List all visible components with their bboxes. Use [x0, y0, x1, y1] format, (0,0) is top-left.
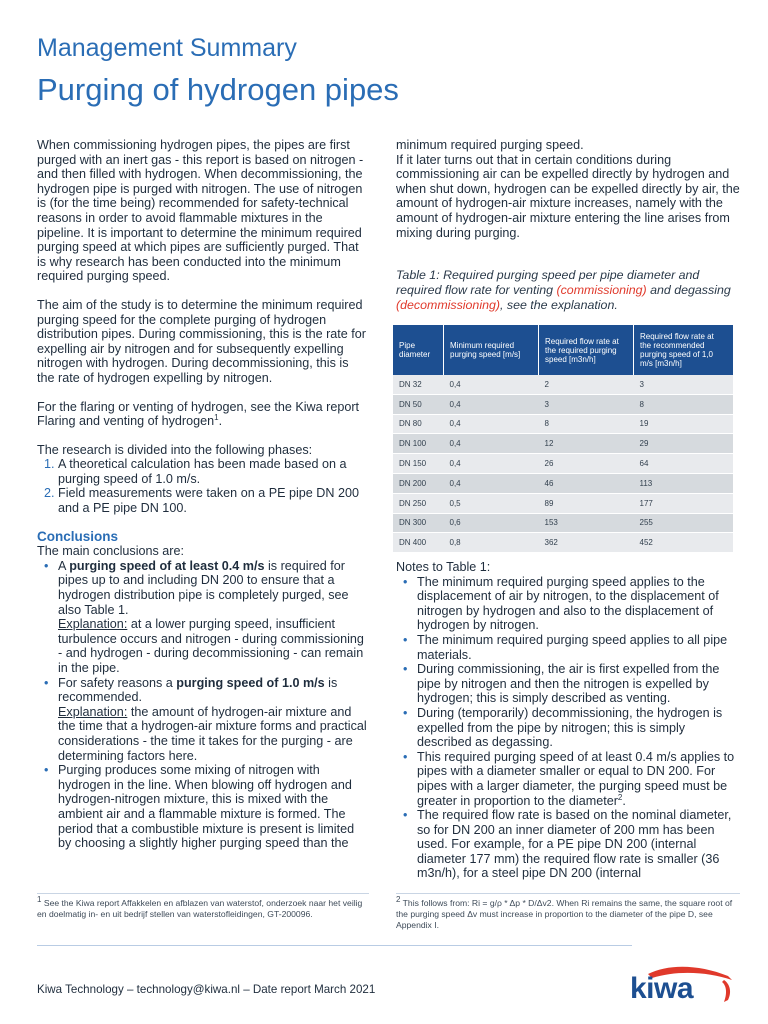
right-column [396, 138, 740, 240]
header-flow-required: Required flow rate at the required purging speed [m3n/h] [539, 325, 634, 375]
note-item [417, 750, 740, 808]
cell: 0,4 [444, 434, 539, 454]
footer-text: Kiwa Technology – technology@kiwa.nl – Date report March 2021 [37, 983, 376, 996]
phase-item: 2. Field measurements were taken on a PE pipe DN 200 and a PE pipe DN 100. [58, 486, 369, 515]
conclusions-list [37, 559, 369, 851]
caption-text-c: , see the explanation. [499, 298, 618, 312]
c1-explanation: at a lower purging speed, insufficient turbulence occurs and nitrogen - during commissioning - and hydrogen - during decommissioning - can remain in the pipe. [58, 617, 364, 675]
footnote-2-text: This follows from: Ri = g/ρ * Δp * D/Δv2. When Ri remains the same, the square root of the purging speed Δv must increase in proportion to the diameter of the pipe D, see Appendix I. [396, 898, 733, 930]
cell: 8 [634, 394, 734, 414]
conclusions-heading: Conclusions [37, 528, 119, 544]
cell: 0,4 [444, 454, 539, 474]
footnote-1 [37, 895, 369, 920]
note-item: • The minimum required purging speed applies to the displacement of air by nitrogen, to the displacement of nitrogen by hydrogen and also to the displacement of hydrogen by nitrogen. [417, 575, 740, 633]
document-title: Purging of hydrogen pipes [37, 72, 399, 107]
purging-speed-table [393, 325, 733, 553]
c1-explanation-label: Explanation: [58, 617, 128, 632]
header-pipe-diameter: Pipe diameter [393, 325, 444, 375]
cell: DN 100 [393, 434, 444, 454]
c2-explanation: the amount of hydrogen-air mixture and the time that a hydrogen-air mixture forms and practical considerations - the time it takes for the purging - are determining factors here. [58, 704, 367, 763]
cell: 177 [634, 493, 734, 513]
cell: DN 80 [393, 414, 444, 434]
cell: 0,6 [444, 513, 539, 533]
cell: 89 [539, 493, 634, 513]
cell: 0,4 [444, 394, 539, 414]
cell: DN 200 [393, 473, 444, 493]
cell: 46 [539, 473, 634, 493]
flaring-end: . [218, 414, 223, 429]
table-row [393, 473, 733, 493]
table-row [393, 434, 733, 454]
c2-bold: purging speed of 1.0 m/s [176, 675, 325, 690]
conclusion-item: • Purging produces some mixing of nitrogen with hydrogen in the line. When blowing off hydrogen and hydrogen-nitrogen mixture, this is mixed with the ambient air and a flammable mixture is formed. The period that a combustible mixture is present is limited by choosing a slightly higher purging speed than the [58, 763, 369, 851]
table-notes [396, 560, 740, 881]
caption-commissioning: (commissioning) [556, 283, 647, 297]
cell: DN 150 [393, 454, 444, 474]
footer-rule [37, 945, 632, 946]
cell: 0,4 [444, 375, 539, 394]
note-5-text: This required purging speed of at least 0.4 m/s applies to pipes with a diameter smaller or equal to DN 200. For pipes with a larger diameter, the purging speed must be greater in proportion to the diameter [417, 749, 735, 808]
footnote-2 [396, 895, 740, 931]
note-item: • The minimum required purging speed applies to all pipe materials. [417, 633, 740, 662]
table-row [393, 533, 733, 553]
cell: DN 400 [393, 533, 444, 553]
cell: DN 50 [393, 394, 444, 414]
c1-bold: purging speed of at least 0.4 m/s [69, 558, 265, 573]
cell: 3 [634, 375, 734, 394]
flaring-paragraph [37, 400, 369, 429]
header-min-speed: Minimum required purging speed [m/s] [444, 325, 539, 375]
cell: DN 32 [393, 375, 444, 394]
document-kicker: Management Summary [37, 34, 297, 62]
c2-text-a: For safety reasons a [58, 675, 177, 690]
cell: 2 [539, 375, 634, 394]
cell: 64 [634, 454, 734, 474]
table-header-row [393, 325, 733, 375]
note-item: • During (temporarily) decommissioning, the hydrogen is expelled from the pipe by nitrogen; this is simply described as degassing. [417, 706, 740, 750]
cell: 0,4 [444, 473, 539, 493]
caption-text-b: and degassing [646, 283, 731, 297]
footnote-1-number: 1 [37, 895, 42, 905]
cell: 255 [634, 513, 734, 533]
conclusion-item [58, 559, 369, 676]
phases-intro: The research is divided into the following phases: [37, 442, 313, 457]
cell: 3 [539, 394, 634, 414]
cell: 26 [539, 454, 634, 474]
cell: 8 [539, 414, 634, 434]
table-caption [396, 268, 740, 313]
notes-list [396, 575, 740, 881]
intro-paragraph: When commissioning hydrogen pipes, the pipes are first purged with an inert gas - this report is based on nitrogen - and then filled with hydrogen. When decommissioning, the hydrogen pipe is purged with nitrogen. The use of nitrogen is (for the time being) recommended for safety-technical reasons in order to avoid flammable mixtures in the pipeline. It is important to determine the minimum required purging speed at which pipes are sufficiently purged. That is why research has been conducted into the minimum required purging speed. [37, 138, 364, 284]
footnote-rule-right [396, 893, 740, 894]
cell: 19 [634, 414, 734, 434]
cell: DN 300 [393, 513, 444, 533]
table-row [393, 493, 733, 513]
c2-explanation-label: Explanation: [58, 704, 128, 719]
note-5-end: . [622, 793, 626, 808]
footnote-2-number: 2 [396, 895, 401, 905]
table-row [393, 454, 733, 474]
footnote-ref-2: 2 [617, 792, 623, 802]
flaring-text: For the flaring or venting of hydrogen, see the Kiwa report Flaring and venting of hydrogen [37, 399, 360, 429]
c2-text-b: is recommended. [58, 675, 338, 705]
notes-title: Notes to Table 1: [396, 560, 491, 574]
c1-text-a: A [58, 558, 70, 573]
footnote-1-text: See the Kiwa report Affakkelen en afblazen van waterstof, onderzoek naar het veilig en doelmatig in- en uit bedrijf stellen van waterstofleidingen, GT-200096. [37, 898, 363, 919]
kiwa-logo [628, 966, 740, 1008]
cell: 362 [539, 533, 634, 553]
caption-decommissioning: (decommissioning) [396, 298, 500, 312]
conclusion-item [58, 676, 369, 764]
cell: 12 [539, 434, 634, 454]
conclusions-intro: The main conclusions are: [37, 544, 184, 559]
cell: 0,8 [444, 533, 539, 553]
footnote-ref-1: 1 [214, 412, 219, 422]
phases-list [37, 457, 369, 515]
cell: 113 [634, 473, 734, 493]
header-flow-recommended: Required flow rate at the recommended purging speed of 1,0 m/s [m3n/h] [634, 325, 734, 375]
cell: 452 [634, 533, 734, 553]
table-row [393, 394, 733, 414]
footnote-rule-left [37, 893, 369, 894]
cell: 0,4 [444, 414, 539, 434]
c1-text-b: is required for pipes up to and including DN 200 to ensure that a hydrogen distribution pipe is completely purged, see also Table 1. [58, 558, 349, 617]
cell: DN 250 [393, 493, 444, 513]
table-row [393, 513, 733, 533]
cell: 0,5 [444, 493, 539, 513]
phase-item: 1. A theoretical calculation has been made based on a purging speed of 1.0 m/s. [58, 457, 369, 486]
note-item: • During commissioning, the air is first expelled from the pipe by nitrogen and then the nitrogen is expelled by hydrogen; this is simply described as venting. [417, 662, 740, 706]
left-column [37, 138, 369, 851]
continuation-line: minimum required purging speed. [396, 138, 584, 152]
table-row [393, 375, 733, 394]
table-row [393, 414, 733, 434]
note-item: • The required flow rate is based on the nominal diameter, so for DN 200 an inner diameter of 200 mm has been used. For example, for a PE pipe DN 200 (internal diameter 177 mm) the required flow rate is smaller (36 m3n/h), for a steel pipe DN 200 (internal [417, 808, 740, 881]
cell: 29 [634, 434, 734, 454]
cell: 153 [539, 513, 634, 533]
continuation-paragraph: If it later turns out that in certain conditions during commissioning air can be expelled directly by hydrogen and when shut down, hydrogen can be expelled directly by air, the amount of hydrogen-air mixture increases, namely with the amount of hydrogen-air mixture entering the line arises from mixing during purging. [396, 152, 740, 240]
aim-paragraph: The aim of the study is to determine the minimum required purging speed for the complete purging of hydrogen distribution pipes. During commissioning, this is the rate for expelling air by nitrogen and for subsequently expelling nitrogen with hydrogen. During decommissioning, this is the rate of hydrogen expelling by nitrogen. [37, 297, 366, 385]
caption-text-a: Table 1: Required purging speed per pipe diameter and required flow rate for venting [396, 268, 700, 297]
kiwa-logo-text: kiwa [630, 972, 694, 1005]
